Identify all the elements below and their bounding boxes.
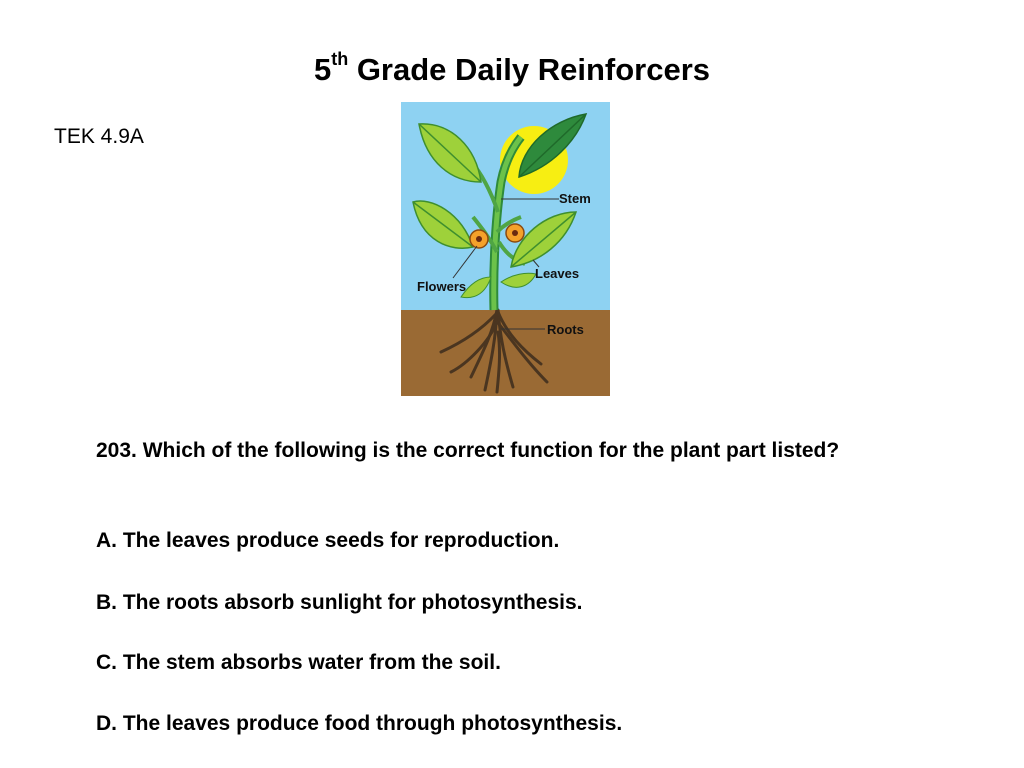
tek-code: TEK 4.9A xyxy=(54,125,144,148)
label-stem: Stem xyxy=(559,191,591,206)
answer-option-c: C. The stem absorbs water from the soil. xyxy=(96,651,501,674)
label-flowers: Flowers xyxy=(417,279,467,294)
title-number: 5 xyxy=(313,52,332,87)
answer-option-d: D. The leaves produce food through photosynthesis. xyxy=(96,712,623,735)
title-text: Grade Daily Reinforcers xyxy=(348,52,711,87)
answer-option-b: B. The roots absorb sunlight for photosynthesis. xyxy=(96,591,583,614)
label-leaves: Leaves xyxy=(535,266,580,281)
title-superscript: th xyxy=(331,48,349,69)
plant-diagram-svg xyxy=(401,102,610,396)
question-text: 203. Which of the following is the correct function for the plant part listed? xyxy=(96,439,840,462)
plant-diagram xyxy=(401,102,610,396)
answer-option-a: A. The leaves produce seeds for reproduction. xyxy=(96,529,560,552)
slide-title xyxy=(0,48,1024,92)
label-roots: Roots xyxy=(547,322,584,337)
